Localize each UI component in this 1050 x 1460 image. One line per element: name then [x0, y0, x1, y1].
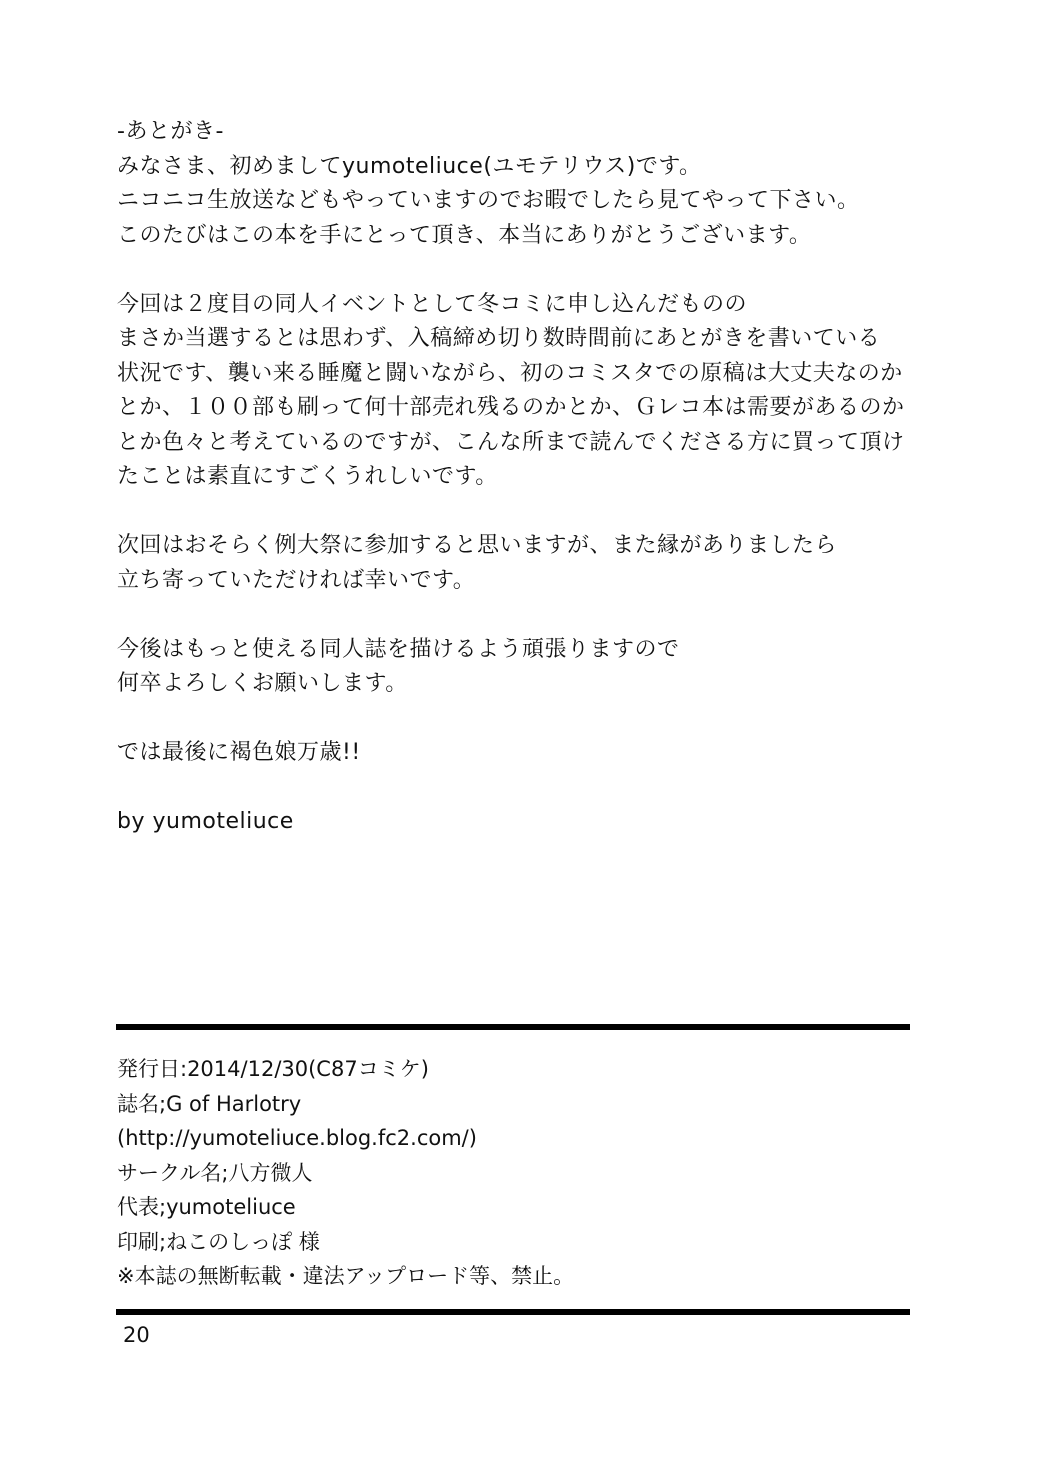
text-line: 今回は２度目の同人イベントとして冬コミに申し込んだものの [117, 291, 748, 317]
text-line: 何卒よろしくお願いします。 [117, 671, 408, 696]
afterword-signature: by yumoteliuce [117, 809, 294, 834]
afterword-paragraph-1 [117, 150, 937, 254]
text-line: たことは素直にすごくうれしいです。 [117, 464, 498, 489]
paragraph-gap [117, 598, 937, 633]
text-line: とか、１００部も刷って何十部売れ残るのかとか、Ｇレコ本は需要があるのか [117, 395, 905, 420]
colophon-printer: 印刷;ねこのしっぽ 様 [117, 1229, 320, 1254]
text-line: このたびはこの本を手にとって頂き、本当にありがとうございます。 [117, 222, 812, 248]
text-line: 立ち寄っていただければ幸いです。 [117, 567, 476, 593]
colophon-issue-date: 発行日:2014/12/30(C87コミケ) [117, 1057, 429, 1081]
text-line: 今後はもっと使える同人誌を描けるよう頑張りますので [117, 636, 680, 662]
colophon-bottom-rule [116, 1309, 910, 1315]
colophon-representative: 代表;yumoteliuce [117, 1195, 296, 1219]
colophon-notice: ※本誌の無断転載・違法アップロード等、禁止。 [117, 1264, 575, 1288]
text-line: 次回はおそらく例大祭に参加すると思いますが、また縁がありましたら [117, 533, 838, 558]
afterword-paragraph-4 [117, 633, 937, 702]
text-line: 状況です、襲い来る睡魔と闘いながら、初のコミスタでの原稿は大丈夫なのか [117, 360, 903, 386]
afterword-heading: -あとがき- [117, 119, 224, 144]
text-line: まさか当選するとは思わず、入稿締め切り数時間前にあとがきを書いている [117, 326, 881, 351]
text-line: ニコニコ生放送などもやっていますのでお暇でしたら見てやって下さい。 [117, 188, 860, 213]
paragraph-gap [117, 702, 937, 737]
afterword-closing: では最後に褐色娘万歳!! [117, 740, 361, 765]
afterword-paragraph-3 [117, 529, 937, 598]
colophon-top-rule [116, 1024, 910, 1030]
text-line: みなさま、初めましてyumoteliuce(ユモテリウス)です。 [117, 153, 702, 179]
colophon-title: 誌名;G of Harlotry [117, 1091, 302, 1116]
afterword-paragraph-2 [117, 288, 937, 495]
paragraph-gap [117, 495, 937, 530]
colophon-circle: サークル名;八方微人 [117, 1160, 313, 1185]
colophon-url: (http://yumoteliuce.blog.fc2.com/) [117, 1126, 477, 1150]
colophon-section [117, 1052, 917, 1294]
afterword-section [117, 115, 937, 840]
text-line: とか色々と考えているのですが、こんな所まで読んでくださる方に買って頂け [117, 429, 905, 455]
page-number: 20 [123, 1323, 150, 1347]
paragraph-gap [117, 253, 937, 288]
paragraph-gap [117, 771, 937, 806]
